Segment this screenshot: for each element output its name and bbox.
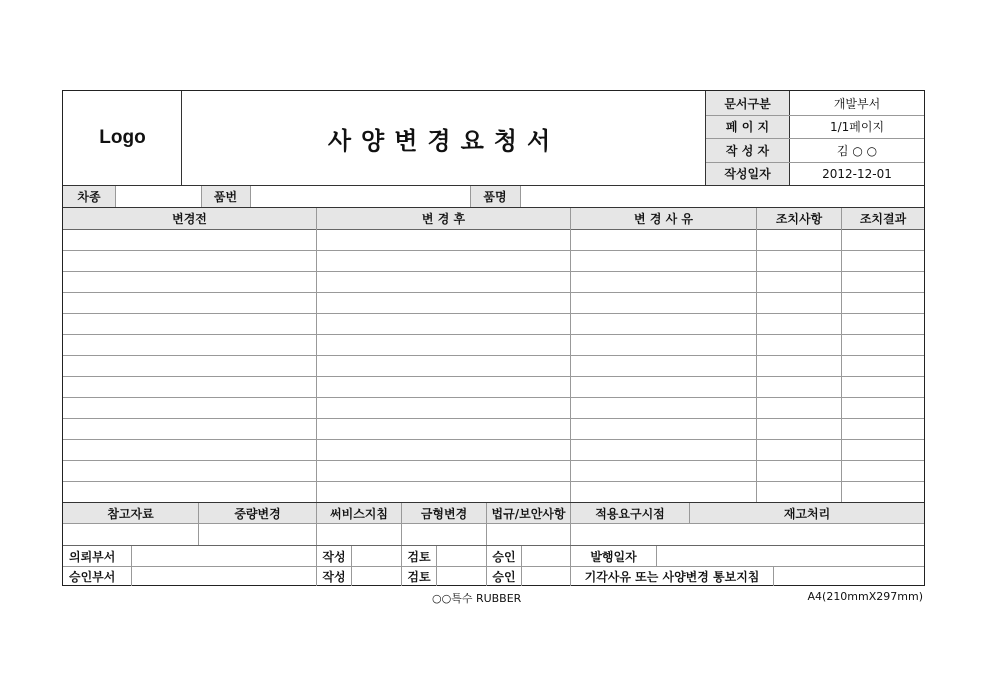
column-header-after: 변 경 후 [317, 208, 570, 229]
part-number-field[interactable] [251, 186, 470, 207]
request-dept-label: 의뢰부서 [69, 549, 116, 564]
request-approve-field[interactable] [522, 546, 570, 566]
approval-write-label: 작성 [322, 570, 346, 584]
service-guide-label: 써비스지침 [317, 503, 401, 523]
approval-dept-label: 승인부서 [69, 570, 116, 584]
column-header-action: 조치사항 [757, 208, 841, 229]
change-table-body[interactable] [63, 230, 924, 502]
document-title: 사양변경요청서 [327, 126, 561, 155]
weight-change-label: 중량변경 [199, 503, 316, 523]
part-name-label: 품명 [470, 186, 520, 207]
reference-label: 참고자료 [63, 503, 198, 523]
notice-field[interactable] [774, 567, 924, 586]
part-name-field[interactable] [521, 186, 924, 207]
info-value-page: 1/1페이지 [829, 120, 885, 134]
car-type-field[interactable] [116, 186, 201, 207]
part-number-label: 품번 [201, 186, 250, 207]
approval-dept-field[interactable] [132, 567, 316, 586]
mold-change-label: 금형변경 [402, 503, 486, 523]
column-header-before: 변경전 [63, 208, 316, 229]
info-label-doc-type: 문서구분 [706, 91, 789, 115]
approval-review-label: 검토 [407, 570, 431, 584]
car-type-label: 차종 [63, 186, 115, 207]
inventory-label: 재고처리 [690, 503, 924, 523]
info-label-page: 페 이 지 [706, 115, 789, 138]
spec-change-request-form [62, 90, 925, 586]
request-write-label: 작성 [322, 549, 346, 564]
approval-review-field[interactable] [437, 567, 486, 586]
apply-time-label: 적용요구시점 [571, 503, 689, 523]
request-review-field[interactable] [437, 546, 486, 566]
column-header-reason: 변 경 사 유 [571, 208, 756, 229]
approval-approve-field[interactable] [522, 567, 570, 586]
company-logo: Logo [99, 127, 146, 148]
request-dept-field[interactable] [132, 546, 316, 566]
request-review-label: 검토 [407, 549, 431, 564]
approval-approve-label: 승인 [492, 570, 516, 584]
request-approve-label: 승인 [492, 549, 516, 564]
approval-write-field[interactable] [352, 567, 401, 586]
request-write-field[interactable] [352, 546, 401, 566]
category-values-row[interactable] [63, 524, 924, 545]
info-label-date: 작성일자 [706, 162, 789, 185]
info-label-author: 작 성 자 [706, 138, 789, 162]
info-value-date: 2012-12-01 [822, 166, 892, 181]
info-value-author: 김 ○ ○ [836, 143, 878, 158]
notice-label: 기각사유 또는 사양변경 통보지침 [584, 570, 760, 584]
company-name-footer: ○○특수 RUBBER [432, 592, 522, 605]
issue-date-label: 발행일자 [590, 549, 637, 564]
paper-size-footer: A4(210mmX297mm) [807, 590, 923, 603]
info-value-doc-type: 개발부서 [833, 96, 881, 111]
column-header-result: 조치결과 [842, 208, 924, 229]
issue-date-field[interactable] [657, 546, 924, 566]
regulation-security-label: 법규/보안사항 [487, 503, 570, 523]
